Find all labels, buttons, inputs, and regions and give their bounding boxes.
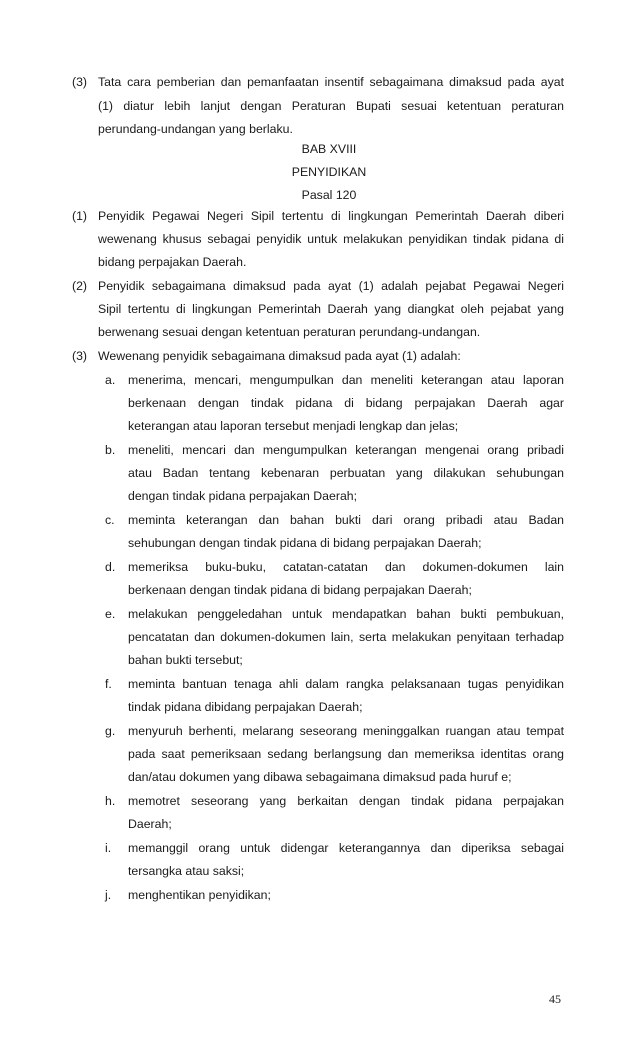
item-line: tersangka atau saksi; bbox=[128, 864, 245, 878]
item-line: sehubungan dengan tindak pidana di bidang perpajakan Daerah; bbox=[128, 536, 482, 550]
item-line: menghentikan penyidikan; bbox=[128, 888, 271, 902]
paragraph-number: (3) bbox=[72, 75, 88, 89]
paragraph-line: (1) diatur lebih lanjut dengan Peraturan Bupati sesuai ketentuan peraturan bbox=[98, 99, 564, 113]
ayat-line: Sipil tertentu di lingkungan Pemerintah Daerah yang diangkat oleh pejabat yang bbox=[98, 302, 564, 316]
item-line: pencatatan dan dokumen-dokumen lain, serta melakukan penyitaan terhadap bbox=[128, 630, 564, 644]
ayat-line: berwenang sesuai dengan ketentuan peraturan perundang-undangan. bbox=[98, 325, 481, 339]
item-line: memanggil orang untuk didengar keterangannya dan diperiksa sebagai bbox=[128, 841, 564, 855]
item-letter: i. bbox=[105, 841, 112, 855]
chapter-number: BAB XVIII bbox=[301, 142, 357, 156]
item-line: melakukan penggeledahan untuk mendapatkan bahan bukti pembukuan, bbox=[128, 607, 564, 621]
item-line: atau Badan tentang kebenaran perbuatan yang dilakukan sehubungan bbox=[128, 466, 564, 480]
item-letter: j. bbox=[105, 888, 112, 902]
ayat-number: (2) bbox=[72, 279, 88, 293]
item-letter: a. bbox=[105, 373, 116, 387]
item-line: berkenaan dengan tindak pidana di bidang perpajakan Daerah; bbox=[128, 583, 472, 597]
item-line: pada saat pemeriksaan sedang berlangsung dan memeriksa identitas orang bbox=[128, 747, 564, 761]
item-line: dan/atau dokumen yang dibawa sebagaimana dimaksud pada huruf e; bbox=[128, 770, 512, 784]
article-number: Pasal 120 bbox=[301, 188, 357, 202]
ayat-line: Wewenang penyidik sebagaimana dimaksud pada ayat (1) adalah: bbox=[98, 349, 461, 363]
item-line: dengan tindak pidana perpajakan Daerah; bbox=[128, 489, 358, 503]
ayat-line: Penyidik Pegawai Negeri Sipil tertentu di lingkungan Pemerintah Daerah diberi bbox=[98, 209, 564, 223]
ayat-number: (1) bbox=[72, 209, 88, 223]
item-line: memotret seseorang yang berkaitan dengan tindak pidana perpajakan bbox=[128, 794, 564, 808]
item-letter: g. bbox=[105, 724, 116, 738]
item-line: Daerah; bbox=[128, 817, 172, 831]
item-line: meminta keterangan dan bahan bukti dari orang pribadi atau Badan bbox=[128, 513, 564, 527]
ayat-line: bidang perpajakan Daerah. bbox=[98, 255, 247, 269]
ayat-line: wewenang khusus sebagai penyidik untuk melakukan penyidikan tindak pidana di bbox=[98, 232, 564, 246]
item-line: keterangan atau laporan tersebut menjadi lengkap dan jelas; bbox=[128, 419, 459, 433]
item-line: tindak pidana dibidang perpajakan Daerah; bbox=[128, 700, 363, 714]
item-letter: b. bbox=[105, 443, 116, 457]
item-line: meminta bantuan tenaga ahli dalam rangka pelaksanaan tugas penyidikan bbox=[128, 677, 564, 691]
item-letter: d. bbox=[105, 560, 116, 574]
item-letter: f. bbox=[105, 677, 112, 691]
item-line: bahan bukti tersebut; bbox=[128, 653, 243, 667]
item-line: memeriksa buku-buku, catatan-catatan dan dokumen-dokumen lain bbox=[128, 560, 564, 574]
item-line: menyuruh berhenti, melarang seseorang meninggalkan ruangan atau tempat bbox=[128, 724, 564, 738]
item-letter: c. bbox=[105, 513, 115, 527]
item-line: meneliti, mencari dan mengumpulkan keterangan mengenai orang pribadi bbox=[128, 443, 564, 457]
item-line: berkenaan dengan tindak pidana di bidang perpajakan Daerah agar bbox=[128, 396, 564, 410]
paragraph-line: perundang-undangan yang berlaku. bbox=[98, 122, 293, 136]
item-letter: h. bbox=[105, 794, 116, 808]
item-letter: e. bbox=[105, 607, 116, 621]
chapter-title: PENYIDIKAN bbox=[291, 165, 367, 179]
paragraph-line: Tata cara pemberian dan pemanfaatan insentif sebagaimana dimaksud pada ayat bbox=[98, 75, 564, 89]
item-line: menerima, mencari, mengumpulkan dan meneliti keterangan atau laporan bbox=[128, 373, 564, 387]
ayat-line: Penyidik sebagaimana dimaksud pada ayat (1) adalah pejabat Pegawai Negeri bbox=[98, 279, 564, 293]
ayat-number: (3) bbox=[72, 349, 88, 363]
page-number: 45 bbox=[549, 992, 561, 1006]
